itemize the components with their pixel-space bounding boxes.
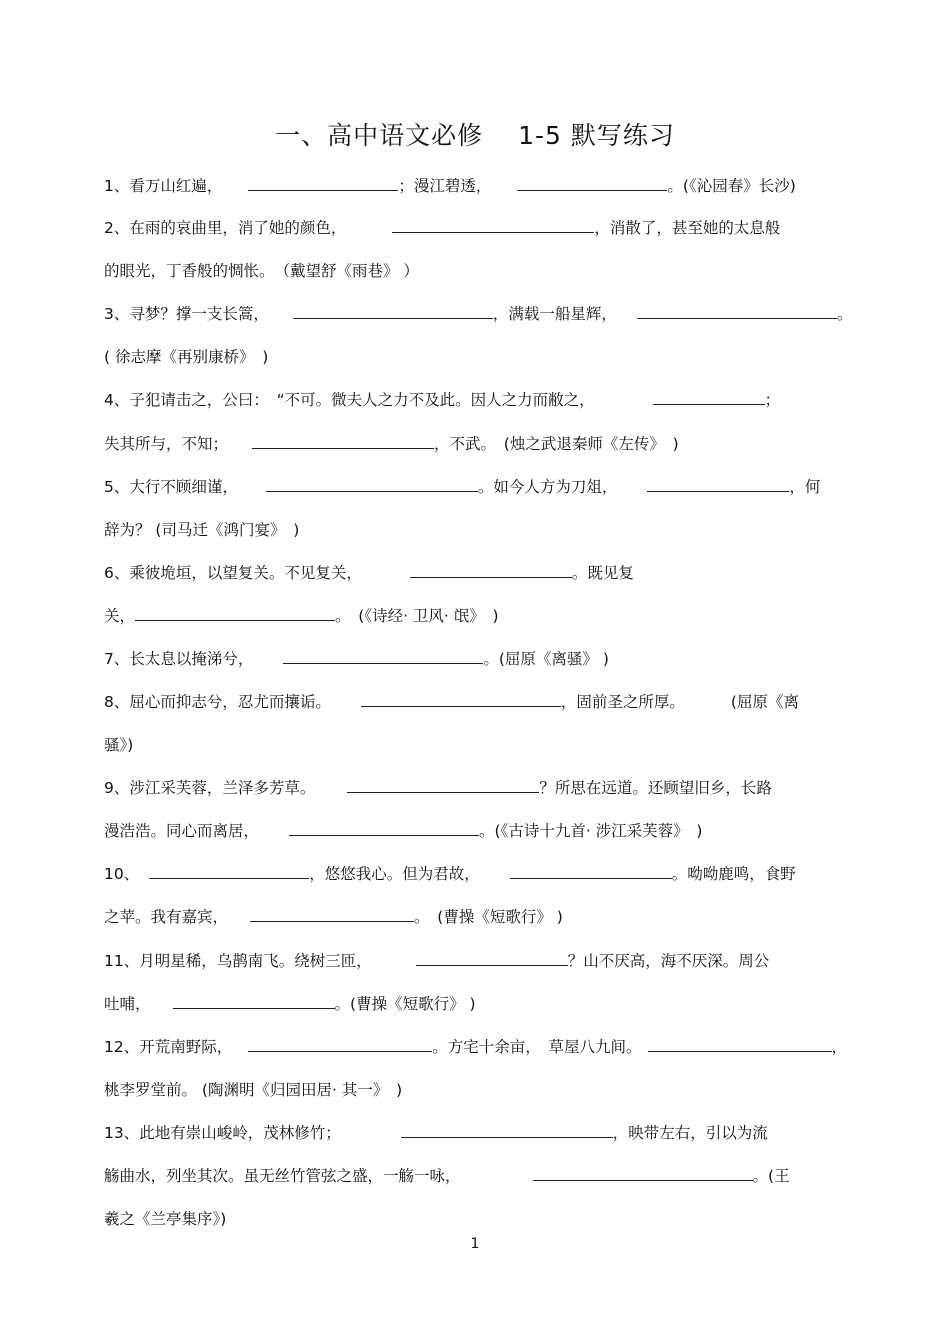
answer-blank[interactable] — [637, 304, 837, 319]
answer-blank[interactable] — [647, 477, 789, 492]
answer-blank[interactable] — [410, 563, 572, 578]
answer-blank[interactable] — [283, 649, 483, 664]
answer-blank[interactable] — [266, 477, 478, 492]
page-title: 一、高中语文必修 1-5 默写练习 — [275, 121, 675, 150]
answer-blank[interactable] — [250, 907, 414, 922]
answer-blank[interactable] — [347, 778, 539, 793]
answer-blank[interactable] — [173, 994, 335, 1009]
answer-blank[interactable] — [517, 176, 667, 191]
question-9: 9、涉江采芙蓉，兰泽多芳草。 ？所思在远道。还顾望旧乡，长路 — [104, 779, 772, 797]
question-8: 8、屈心而抑志兮，忍尤而攘诟。 ，固前圣之所厚。 (屈原《离 — [104, 693, 799, 711]
question-4-cont: 失其所与，不知； ，不武。 (烛之武退秦师《左传》 ) — [104, 435, 679, 453]
question-9-cont: 漫浩浩。同心而离居， 。(《古诗十九首· 涉江采芙蓉》 ) — [104, 822, 703, 840]
answer-blank[interactable] — [648, 1037, 832, 1052]
answer-blank[interactable] — [510, 864, 672, 879]
question-13: 13、此地有崇山峻岭，茂林修竹； ，映带左右，引以为流 — [104, 1124, 768, 1142]
question-8-cont: 骚》) — [104, 736, 134, 754]
answer-blank[interactable] — [289, 821, 479, 836]
page-number: 1 — [470, 1236, 480, 1252]
answer-blank[interactable] — [252, 434, 434, 449]
question-4: 4、子犯请击之，公曰： “不可。微夫人之力不及此。因人之力而敝之， ； — [104, 391, 781, 409]
question-2-cont: 的眼光，丁香般的惆怅。 （戴望舒《雨巷》 ） — [104, 262, 419, 280]
answer-blank[interactable] — [416, 951, 568, 966]
answer-blank[interactable] — [248, 1037, 432, 1052]
question-12-cont: 桃李罗堂前。 (陶渊明《归园田居· 其一》 ) — [104, 1081, 403, 1099]
question-11: 11、月明星稀，乌鹊南飞。绕树三匝， ？山不厌高，海不厌深。周公 — [104, 952, 770, 970]
answer-blank[interactable] — [135, 606, 335, 621]
question-13-cont: 觞曲水，列坐其次。虽无丝竹管弦之盛，一觞一咏， 。(王 — [104, 1167, 790, 1185]
question-2: 2、在雨的哀曲里，消了她的颜色， ，消散了，甚至她的太息般 — [104, 219, 781, 237]
answer-blank[interactable] — [653, 390, 765, 405]
question-6-cont: 关， 。 (《诗经· 卫风· 氓》 ) — [104, 607, 499, 625]
answer-blank[interactable] — [149, 864, 309, 879]
answer-blank[interactable] — [361, 692, 561, 707]
question-5-cont: 辞为？ (司马迁《鸿门宴》 ) — [104, 521, 300, 539]
question-12: 12、开荒南野际， 。方宅十余亩， 草屋八九间。 ， — [104, 1038, 848, 1056]
question-11-cont: 吐哺， 。(曹操《短歌行》 ) — [104, 995, 476, 1013]
answer-blank[interactable] — [293, 304, 493, 319]
answer-blank[interactable] — [533, 1166, 753, 1181]
question-13-cont2: 羲之《兰亭集序》) — [104, 1210, 227, 1228]
question-3-cont: ( 徐志摩《再别康桥》 ) — [104, 348, 269, 366]
question-10: 10、 ，悠悠我心。但为君故， 。呦呦鹿鸣，食野 — [104, 865, 796, 883]
answer-blank[interactable] — [248, 176, 398, 191]
question-3: 3、寻梦？撑一支长篙， ，满载一船星辉， 。 — [104, 305, 853, 323]
question-6: 6、乘彼垝垣，以望复关。不见复关， 。既见复 — [104, 564, 634, 582]
question-1: 1、看万山红遍， ；漫江碧透， 。(《沁园春》长沙) — [104, 177, 796, 195]
answer-blank[interactable] — [401, 1123, 613, 1138]
question-5: 5、大行不顾细谨， 。如今人方为刀俎， ，何 — [104, 478, 821, 496]
answer-blank[interactable] — [392, 218, 594, 233]
question-10-cont: 之苹。我有嘉宾， 。 (曹操《短歌行》 ) — [104, 908, 563, 926]
question-7: 7、长太息以掩涕兮， 。(屈原《离骚》 ) — [104, 650, 609, 668]
